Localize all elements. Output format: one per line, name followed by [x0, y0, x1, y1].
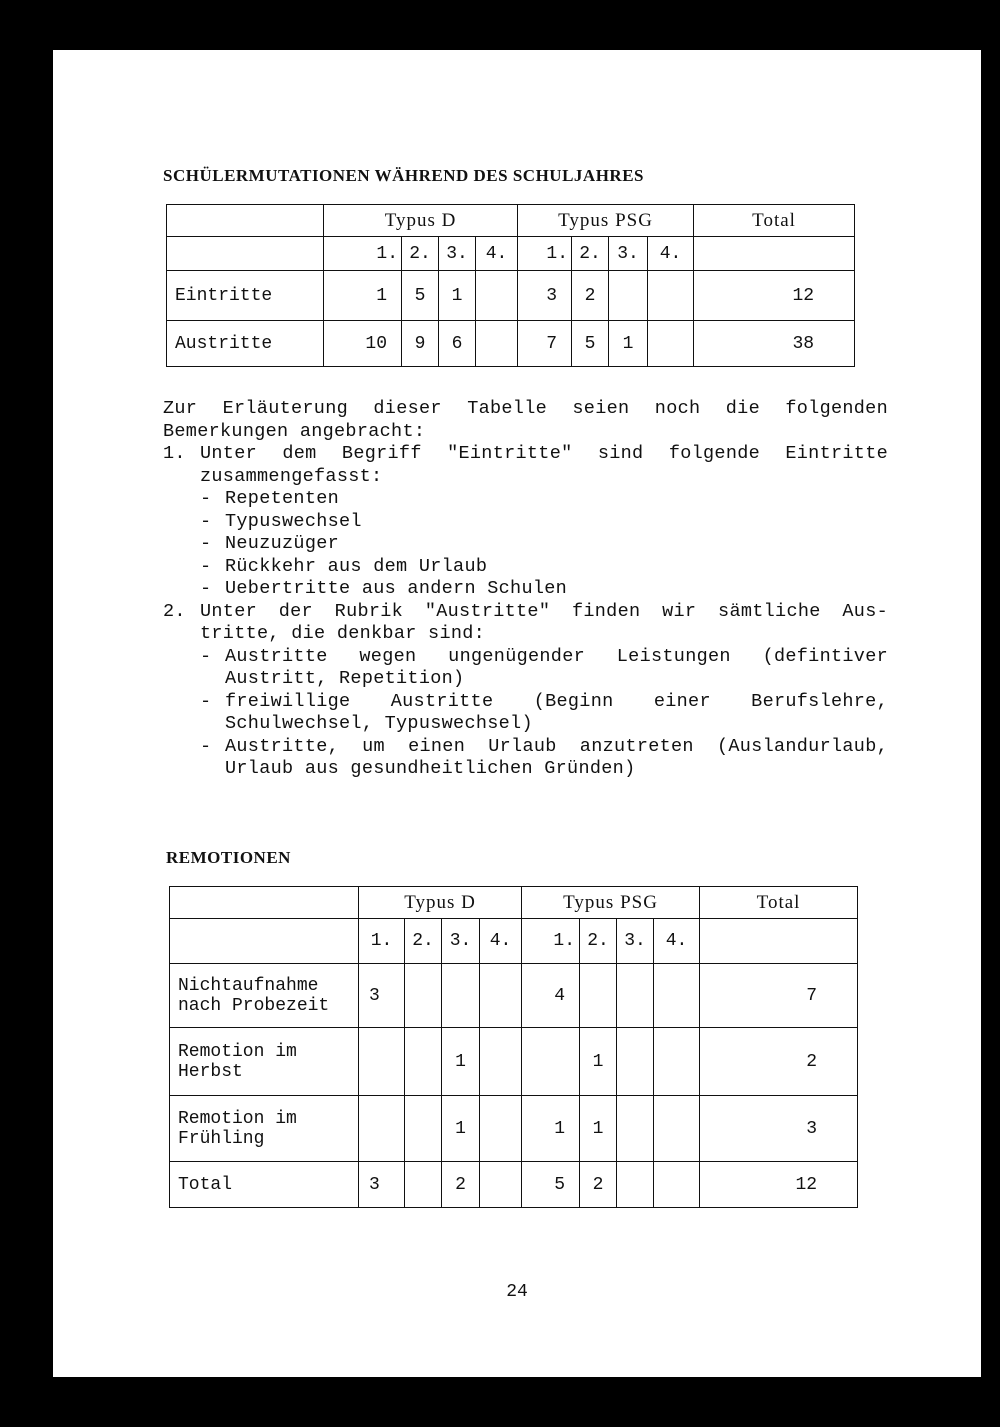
cell [480, 964, 522, 1028]
cell: 2 [572, 271, 609, 321]
cell: 9 [402, 321, 439, 367]
group-header-typus-d: Typus D [324, 205, 518, 237]
section-title-remotionen: REMOTIONEN [166, 848, 291, 867]
row-label [170, 1028, 359, 1096]
subheader-psg-3: 3. [609, 237, 648, 271]
sub-item [163, 488, 888, 511]
subheader-empty [170, 919, 359, 964]
section-title-mutations: SCHÜLERMUTATIONEN WÄHREND DES SCHULJAHRES [163, 166, 644, 185]
list-item-1 [163, 443, 888, 488]
cell [522, 1028, 580, 1096]
table-row-nichtaufnahme [170, 964, 858, 1028]
sub-item-text: Urlaub aus gesundheitlichen Gründen) [225, 758, 636, 779]
subheader-d-3: 3. [439, 237, 476, 271]
cell: 5 [402, 271, 439, 321]
item-number: 2. [163, 600, 186, 622]
row-label-line: Frühling [178, 1128, 265, 1149]
sub-item [163, 691, 888, 736]
intro-line: Bemerkungen angebracht: [163, 420, 426, 442]
cell [480, 1096, 522, 1162]
subheader-d-2: 2. [405, 919, 442, 964]
cell: 1 [442, 1096, 480, 1162]
dash: - [200, 533, 212, 554]
cell [359, 1096, 405, 1162]
cell: 5 [522, 1162, 580, 1208]
dash: - [200, 735, 212, 757]
sub-item [163, 578, 888, 601]
item-text: zusammengefasst: [200, 465, 383, 487]
row-label: Total [170, 1162, 359, 1208]
subheader-d-3: 3. [442, 919, 480, 964]
cell: 3 [359, 964, 405, 1028]
row-label [170, 1096, 359, 1162]
group-header-total: Total [694, 205, 855, 237]
subheader-psg-2: 2. [580, 919, 617, 964]
item-text: Unter der Rubrik "Austritte" finden wir sämtliche Aus- [200, 600, 888, 622]
dash: - [200, 645, 212, 667]
sub-item-text: Austritte wegen ungenügender Leistungen (defintiver [225, 645, 888, 667]
cell [405, 1028, 442, 1096]
cell: 1 [609, 321, 648, 367]
cell [476, 321, 518, 367]
subheader-psg-2: 2. [572, 237, 609, 271]
sub-item [163, 533, 888, 556]
document-page [53, 50, 981, 1377]
dash: - [200, 488, 212, 509]
subheader-psg-3: 3. [617, 919, 654, 964]
intro-line: Zur Erläuterung dieser Tabelle seien noch die folgenden [163, 398, 888, 419]
cell: 3 [359, 1162, 405, 1208]
sub-item-text: Rückkehr aus dem Urlaub [225, 555, 488, 577]
sub-item [163, 646, 888, 691]
cell [617, 1162, 654, 1208]
cell [405, 964, 442, 1028]
cell [654, 1028, 700, 1096]
group-header-total: Total [700, 887, 858, 919]
cell [617, 1096, 654, 1162]
dash: - [200, 578, 212, 599]
table-row-total [170, 1162, 858, 1208]
dash: - [200, 555, 212, 577]
cell-total: 38 [694, 321, 855, 367]
subheader-psg-4: 4. [648, 237, 694, 271]
table-row-eintritte [167, 271, 855, 321]
subheader-psg-4: 4. [654, 919, 700, 964]
cell: 1 [442, 1028, 480, 1096]
sub-item [163, 736, 888, 781]
table-row-remotion-fruehling [170, 1096, 858, 1162]
row-label [170, 964, 359, 1028]
cell [405, 1096, 442, 1162]
cell [480, 1162, 522, 1208]
row-label-line: Remotion im [178, 1041, 297, 1062]
sub-item-text: Schulwechsel, Typuswechsel) [225, 713, 533, 734]
group-header-typus-psg: Typus PSG [518, 205, 694, 237]
cell: 6 [439, 321, 476, 367]
row-label: Austritte [167, 321, 324, 367]
cell [580, 964, 617, 1028]
cell: 5 [572, 321, 609, 367]
cell [609, 271, 648, 321]
cell-total: 3 [700, 1096, 858, 1162]
row-label-line: Remotion im [178, 1108, 297, 1129]
cell [617, 1028, 654, 1096]
group-header-typus-d: Typus D [359, 887, 522, 919]
sub-item-text: Uebertritte aus andern Schulen [225, 578, 568, 599]
cell [442, 964, 480, 1028]
item-number: 1. [163, 443, 186, 464]
subheader-d-4: 4. [480, 919, 522, 964]
item-text: tritte, die denkbar sind: [200, 623, 486, 644]
cell: 1 [580, 1028, 617, 1096]
cell [405, 1162, 442, 1208]
cell [480, 1028, 522, 1096]
cell [654, 1096, 700, 1162]
header-empty [167, 205, 324, 237]
explanatory-text [163, 398, 888, 781]
sub-item [163, 511, 888, 534]
cell: 1 [522, 1096, 580, 1162]
subheader-d-4: 4. [476, 237, 518, 271]
subheader-empty [167, 237, 324, 271]
subheader-total [700, 919, 858, 964]
cell: 1 [439, 271, 476, 321]
cell [654, 964, 700, 1028]
list-item-2 [163, 601, 888, 646]
dash: - [200, 510, 212, 532]
sub-item-text: Neuzuzüger [225, 533, 340, 554]
subheader-psg-1: 1. [522, 919, 580, 964]
cell: 1 [580, 1096, 617, 1162]
cell: 4 [522, 964, 580, 1028]
header-empty [170, 887, 359, 919]
subheader-d-1: 1. [359, 919, 405, 964]
table-row-austritte [167, 321, 855, 367]
row-label-line: nach Probezeit [178, 995, 330, 1016]
subheader-total [694, 237, 855, 271]
sub-item-text: Typuswechsel [225, 510, 362, 532]
row-label-line: Herbst [178, 1061, 243, 1082]
remotionen-table [169, 886, 858, 1208]
sub-item-text: Austritt, Repetition) [225, 668, 465, 689]
cell [648, 321, 694, 367]
cell-total: 12 [700, 1162, 858, 1208]
mutations-table [166, 204, 855, 367]
cell [654, 1162, 700, 1208]
sub-item-text: Repetenten [225, 488, 340, 509]
group-header-typus-psg: Typus PSG [522, 887, 700, 919]
subheader-psg-1: 1. [518, 237, 572, 271]
cell [476, 271, 518, 321]
cell: 3 [518, 271, 572, 321]
table-row-remotion-herbst [170, 1028, 858, 1096]
cell [617, 964, 654, 1028]
cell: 1 [324, 271, 402, 321]
item-text: Unter dem Begriff "Eintritte" sind folgende Eintritte [200, 443, 888, 464]
sub-item-text: Austritte, um einen Urlaub anzutreten (Auslandurlaub, [225, 735, 888, 757]
sub-item [163, 556, 888, 579]
cell: 2 [442, 1162, 480, 1208]
cell-total: 12 [694, 271, 855, 321]
cell: 7 [518, 321, 572, 367]
row-label: Eintritte [167, 271, 324, 321]
cell: 10 [324, 321, 402, 367]
cell-total: 2 [700, 1028, 858, 1096]
dash: - [200, 690, 212, 712]
row-label-line: Nichtaufnahme [178, 975, 319, 996]
page-number: 24 [506, 1282, 528, 1302]
cell-total: 7 [700, 964, 858, 1028]
cell: 2 [580, 1162, 617, 1208]
cell [648, 271, 694, 321]
sub-item-text: freiwillige Austritte (Beginn einer Berufslehre, [225, 690, 888, 712]
cell [359, 1028, 405, 1096]
subheader-d-2: 2. [402, 237, 439, 271]
subheader-d-1: 1. [324, 237, 402, 271]
